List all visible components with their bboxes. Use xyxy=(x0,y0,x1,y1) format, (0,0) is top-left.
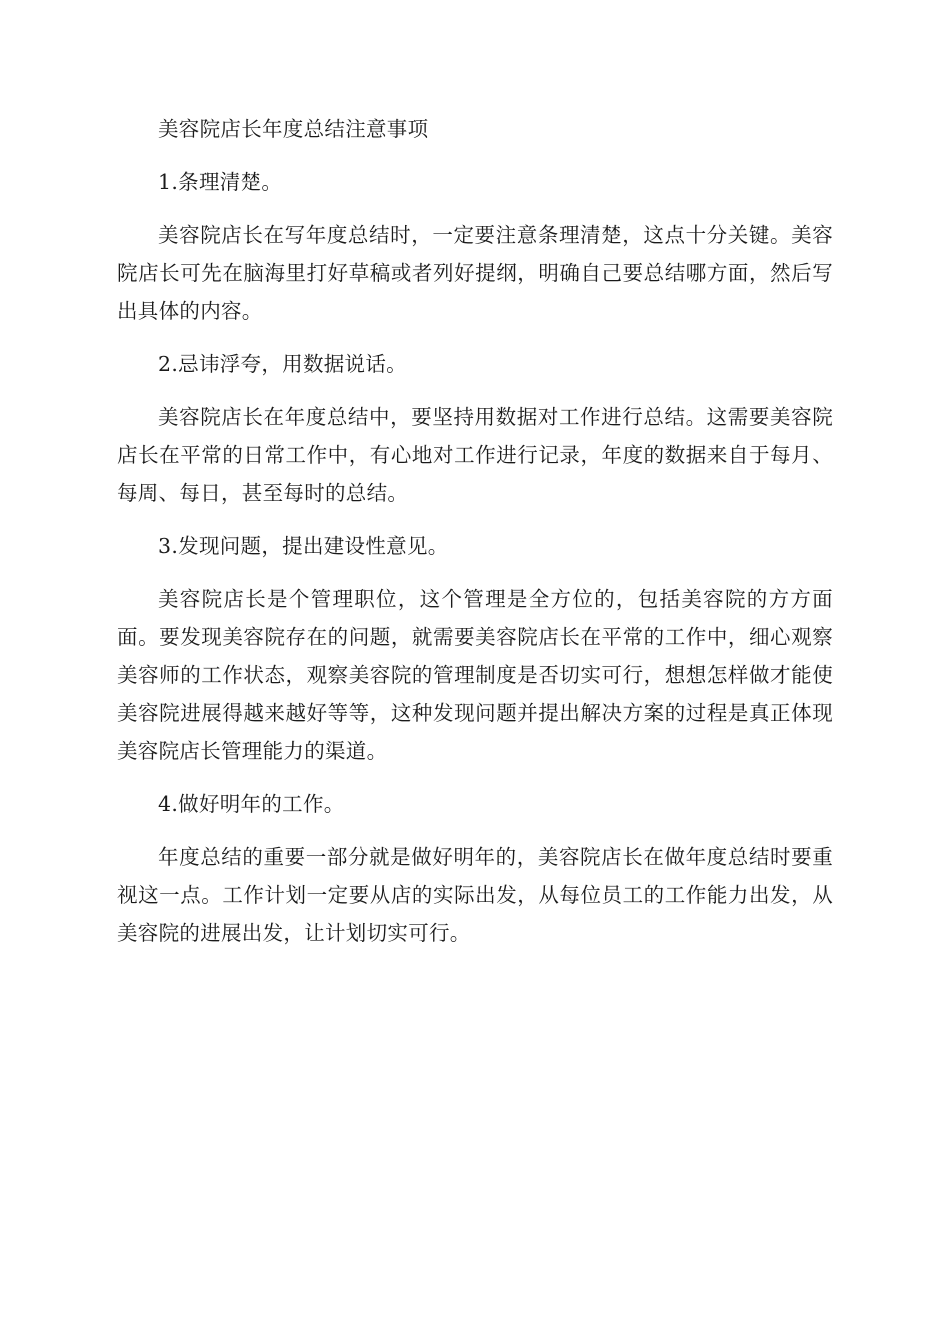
document-page xyxy=(117,110,833,967)
section-2-body: 美容院店长在年度总结中，要坚持用数据对工作进行总结。这需要美容院店长在平常的日常工作中，有心地对工作进行记录，年度的数据来自于每月、每周、每日，甚至每时的总结。 xyxy=(117,405,833,505)
section-3-body: 美容院店长是个管理职位，这个管理是全方位的，包括美容院的方方面面。要发现美容院存在的问题，就需要美容院店长在平常的工作中，细心观察美容师的工作状态，观察美容院的管理制度是否切实可行，想想怎样做才能使美容院进展得越来越好等等，这种发现问题并提出解决方案的过程是真正体现美容院店长管理能力的渠道。 xyxy=(117,587,833,763)
section-1-heading: 1.条理清楚。 xyxy=(158,170,283,194)
section-4-body: 年度总结的重要一部分就是做好明年的，美容院店长在做年度总结时要重视这一点。工作计划一定要从店的实际出发，从每位员工的工作能力出发，从美容院的进展出发，让计划切实可行。 xyxy=(117,845,833,945)
section-3-heading: 3.发现问题，提出建设性意见。 xyxy=(158,534,449,558)
section-1-body: 美容院店长在写年度总结时，一定要注意条理清楚，这点十分关键。美容院店长可先在脑海里打好草稿或者列好提纲，明确自己要总结哪方面，然后写出具体的内容。 xyxy=(117,223,833,323)
document-title: 美容院店长年度总结注意事项 xyxy=(158,117,429,141)
section-2-heading: 2.忌讳浮夸，用数据说话。 xyxy=(158,352,407,376)
section-4-heading: 4.做好明年的工作。 xyxy=(158,792,345,816)
